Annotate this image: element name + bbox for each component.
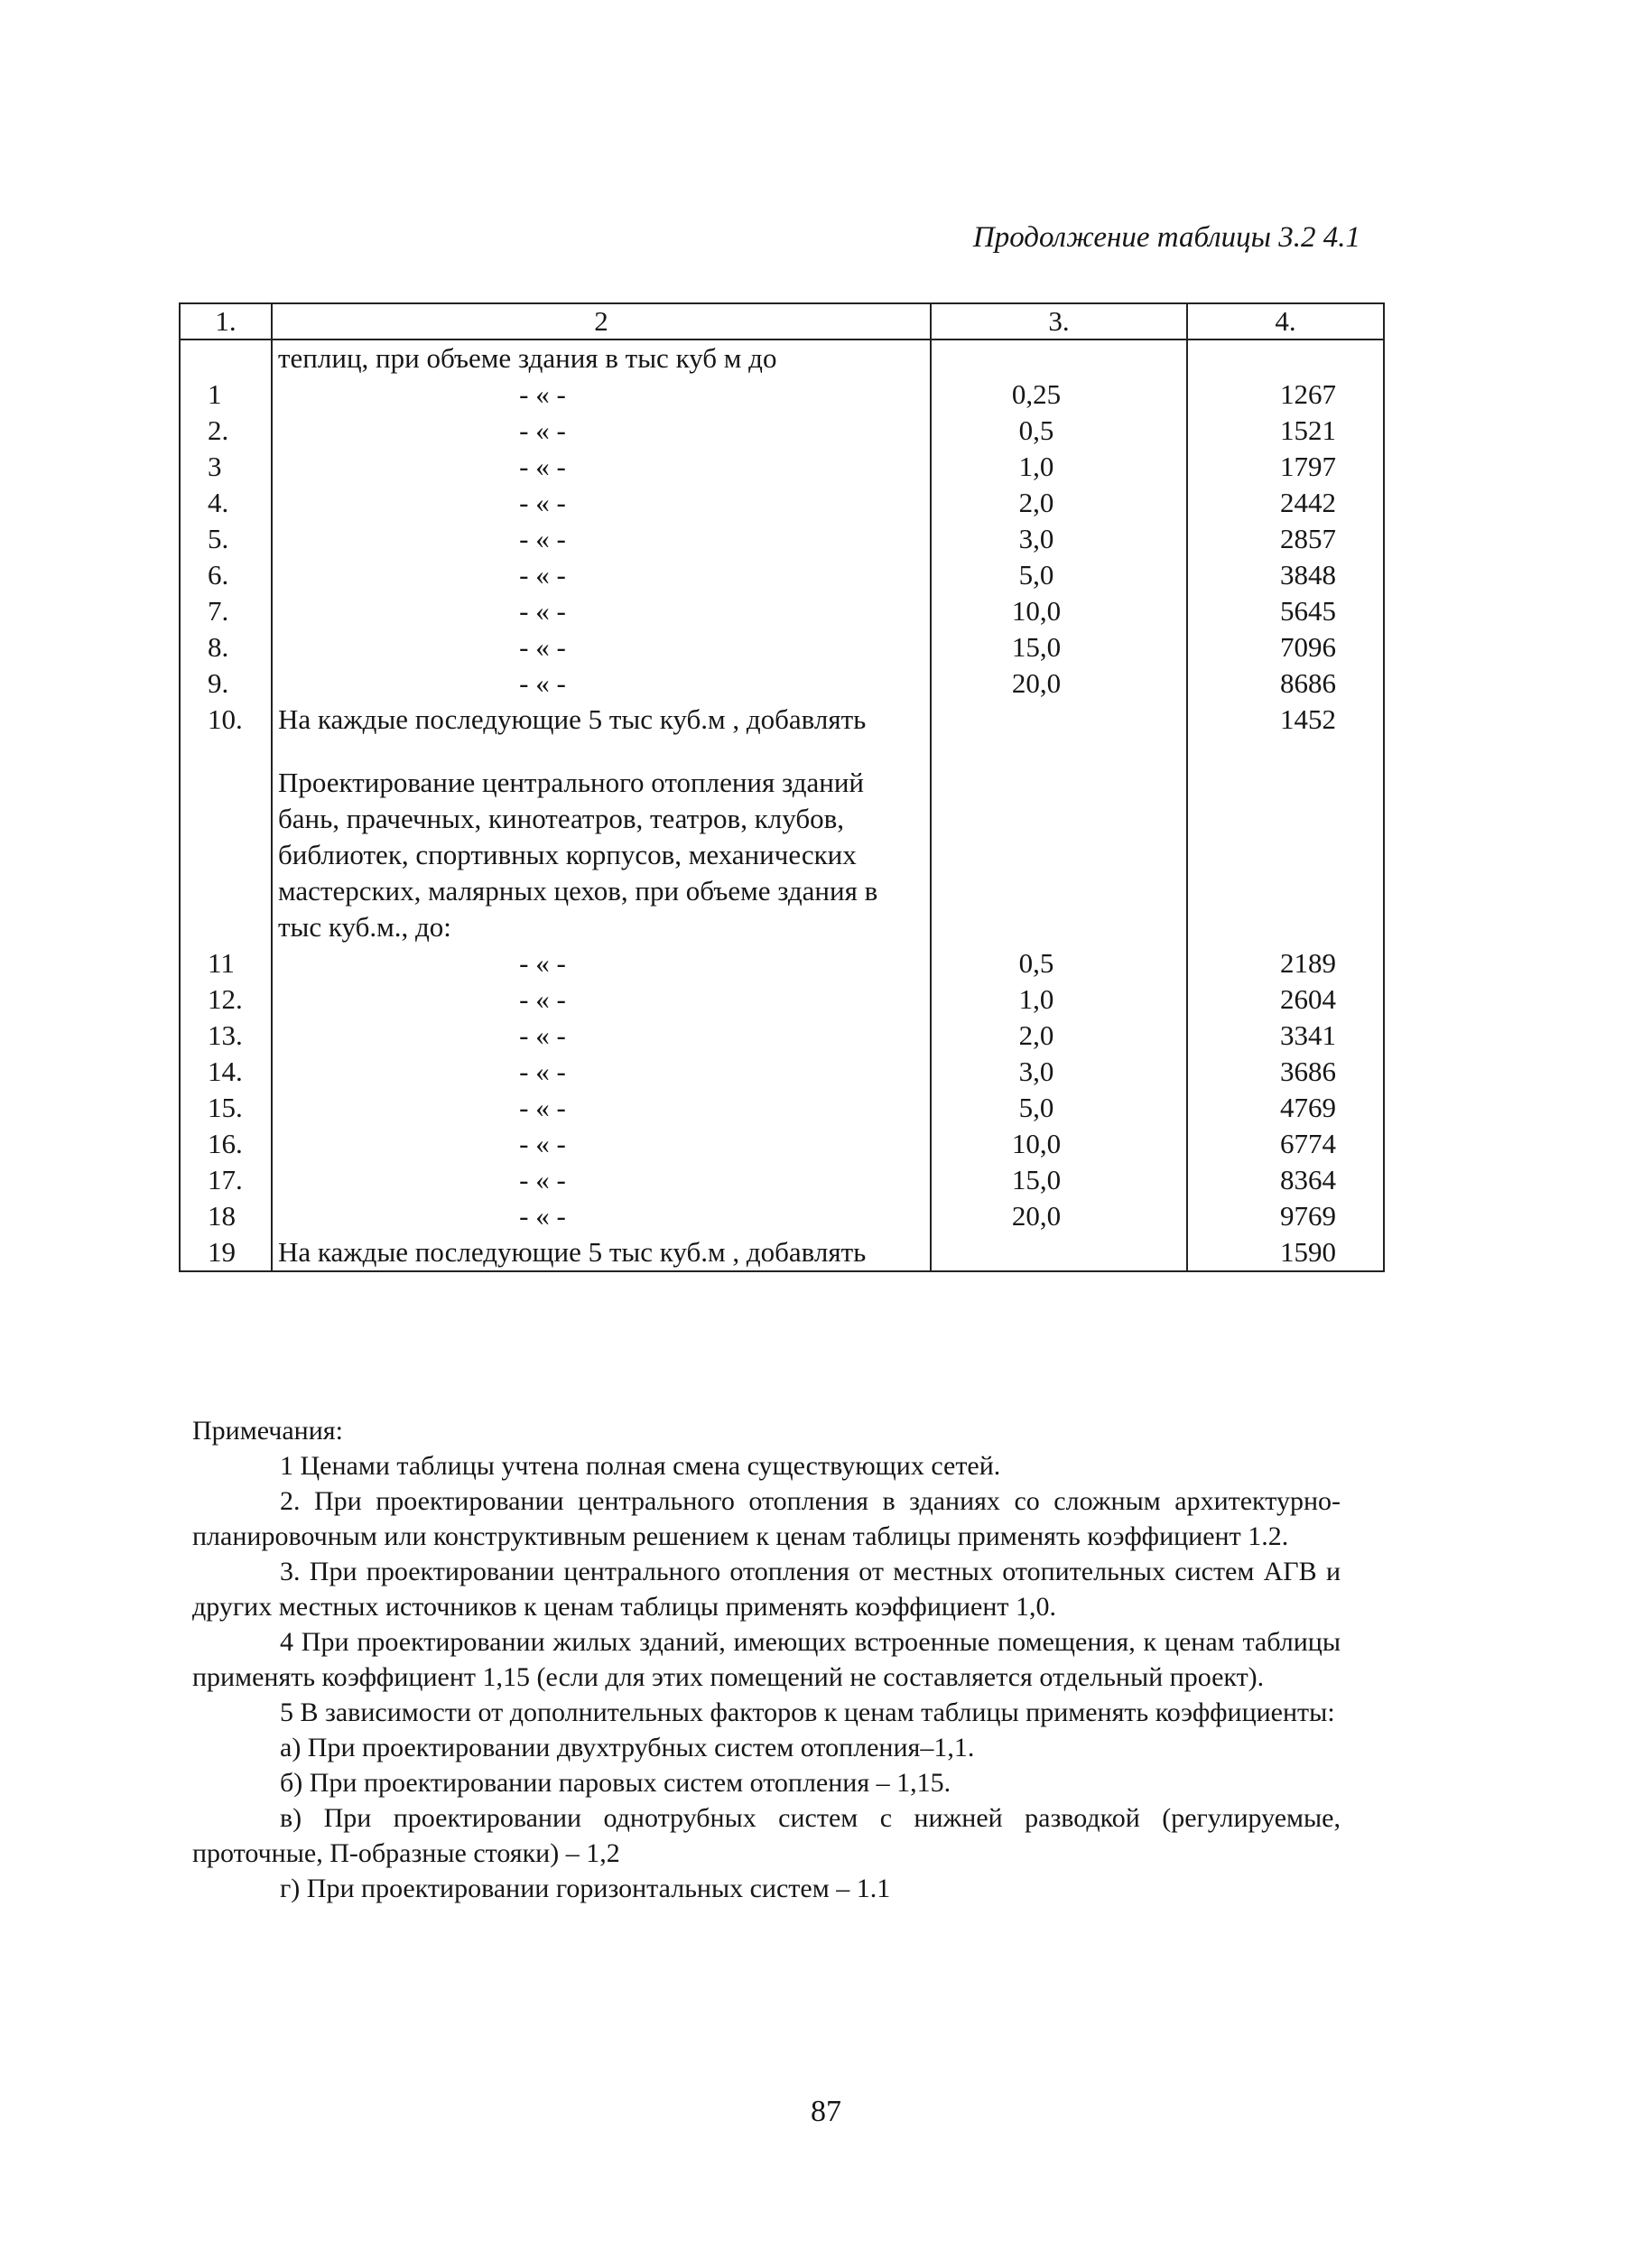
row-number bbox=[180, 665, 272, 702]
table-row-additional bbox=[180, 702, 1384, 738]
row-price bbox=[1187, 1054, 1384, 1090]
row-number-text: 16. bbox=[208, 1128, 243, 1159]
row-number bbox=[180, 1198, 272, 1234]
row-price bbox=[1187, 629, 1384, 665]
table-row-additional bbox=[180, 1234, 1384, 1271]
row-description-text: - « - bbox=[519, 451, 566, 482]
row-volume-text: 2,0 bbox=[1018, 1019, 1054, 1051]
row-price bbox=[1187, 1162, 1384, 1198]
table-row bbox=[180, 981, 1384, 1018]
row-volume-text: 10,0 bbox=[1011, 1128, 1062, 1159]
row-price-text: 1521 bbox=[1280, 414, 1336, 446]
row-volume bbox=[931, 557, 1187, 593]
row-volume-text: 10,0 bbox=[1011, 595, 1062, 627]
row-number bbox=[180, 738, 272, 945]
row-number-text: 14. bbox=[208, 1056, 243, 1087]
row-description-text: - « - bbox=[519, 947, 566, 979]
table-row bbox=[180, 557, 1384, 593]
row-number bbox=[180, 629, 272, 665]
row-description-text: - « - bbox=[519, 559, 566, 591]
table-row bbox=[180, 1162, 1384, 1198]
header-col-3: 3. bbox=[931, 303, 1187, 339]
row-number-text: 1 bbox=[208, 378, 222, 410]
table-row bbox=[180, 413, 1384, 449]
note-item: 2. При проектировании центрального отопления в зданиях со сложным архитектурно-планировочным или конструктивным решением к ценам таблицы применять коэффициент 1.2. bbox=[192, 1486, 1341, 1551]
row-number-text: 8. bbox=[208, 631, 229, 663]
row-number-text: 2. bbox=[208, 414, 229, 446]
row-description-text: - « - bbox=[519, 1164, 566, 1195]
row-price bbox=[1187, 945, 1384, 981]
row-volume-text: 0,25 bbox=[1011, 378, 1062, 410]
table-intro-row bbox=[180, 738, 1384, 945]
row-number bbox=[180, 1090, 272, 1126]
row-price-text: 7096 bbox=[1280, 631, 1336, 663]
row-description-text: - « - bbox=[519, 414, 566, 446]
row-volume bbox=[931, 1198, 1187, 1234]
row-number bbox=[180, 945, 272, 981]
note-item: 4 При проектировании жилых зданий, имеющих встроенные помещения, к ценам таблицы применять коэффициент 1,15 (если для этих помещений не составляется отдельный проект). bbox=[192, 1627, 1341, 1692]
notes-section bbox=[192, 1413, 1341, 1906]
note-item: 5 В зависимости от дополнительных факторов к ценам таблицы применять коэффициенты: bbox=[280, 1697, 1335, 1727]
row-number bbox=[180, 593, 272, 629]
row-price bbox=[1187, 1018, 1384, 1054]
row-description bbox=[272, 485, 931, 521]
row-volume bbox=[931, 593, 1187, 629]
row-volume-text: 5,0 bbox=[1018, 559, 1054, 591]
row-description-text: - « - bbox=[519, 1128, 566, 1159]
header-col-2: 2 bbox=[272, 303, 931, 339]
row-description-text: - « - bbox=[519, 631, 566, 663]
row-number bbox=[180, 1234, 272, 1271]
row-number-text: 10. bbox=[208, 703, 243, 735]
note-item: в) При проектировании однотрубных систем с нижней разводкой (регулируемые, проточные, П-образные стояки) – 1,2 bbox=[192, 1803, 1341, 1868]
row-volume bbox=[931, 485, 1187, 521]
row-description-text: - « - bbox=[519, 378, 566, 410]
note-item: б) При проектировании паровых систем отопления – 1,15. bbox=[280, 1768, 951, 1798]
row-volume-text: 20,0 bbox=[1011, 667, 1062, 699]
row-price bbox=[1187, 521, 1384, 557]
row-price-text: 2442 bbox=[1280, 487, 1336, 518]
row-number bbox=[180, 521, 272, 557]
row-description bbox=[272, 981, 931, 1018]
note-item: а) При проектировании двухтрубных систем отопления–1,1. bbox=[280, 1733, 975, 1762]
row-number bbox=[180, 1162, 272, 1198]
row-number-text: 17. bbox=[208, 1164, 243, 1195]
row-number-text: 6. bbox=[208, 559, 229, 591]
table-caption: Продолжение таблицы 3.2 4.1 bbox=[972, 221, 1360, 254]
row-description bbox=[272, 1126, 931, 1162]
row-volume bbox=[931, 449, 1187, 485]
row-number bbox=[180, 557, 272, 593]
row-number-text: 11 bbox=[208, 947, 235, 979]
header-col-1: 1. bbox=[180, 303, 272, 339]
row-volume bbox=[931, 1162, 1187, 1198]
row-number-text: 19 bbox=[208, 1236, 236, 1268]
row-volume bbox=[931, 377, 1187, 413]
row-number bbox=[180, 1054, 272, 1090]
row-number bbox=[180, 981, 272, 1018]
row-volume bbox=[931, 665, 1187, 702]
table-row bbox=[180, 665, 1384, 702]
row-description bbox=[272, 557, 931, 593]
row-volume bbox=[931, 413, 1187, 449]
row-description bbox=[272, 1090, 931, 1126]
intro-text-1: теплиц, при объеме здания в тыс куб м до bbox=[272, 339, 931, 377]
row-number-text: 15. bbox=[208, 1092, 243, 1123]
row-number-text: 18 bbox=[208, 1200, 236, 1232]
row-volume-text: 3,0 bbox=[1018, 1056, 1054, 1087]
row-price-text: 9769 bbox=[1280, 1200, 1336, 1232]
row-price-text: 6774 bbox=[1280, 1128, 1336, 1159]
row-description bbox=[272, 629, 931, 665]
row-volume-text: 3,0 bbox=[1018, 523, 1054, 554]
row-number-text: 7. bbox=[208, 595, 229, 627]
row-description bbox=[272, 1162, 931, 1198]
row-price bbox=[1187, 485, 1384, 521]
row-volume bbox=[931, 1126, 1187, 1162]
row-price bbox=[1187, 1126, 1384, 1162]
row-description-text: - « - bbox=[519, 983, 566, 1015]
row-price-text: 5645 bbox=[1280, 595, 1336, 627]
row-price-text: 1797 bbox=[1280, 451, 1336, 482]
table-row bbox=[180, 1198, 1384, 1234]
table-row bbox=[180, 593, 1384, 629]
row-volume-text: 0,5 bbox=[1018, 947, 1054, 979]
table-row bbox=[180, 449, 1384, 485]
row-number bbox=[180, 413, 272, 449]
row-price bbox=[1187, 738, 1384, 945]
row-description bbox=[272, 377, 931, 413]
row-volume-text: 0,5 bbox=[1018, 414, 1054, 446]
row-price-text: 2189 bbox=[1280, 947, 1336, 979]
row-number-text: 5. bbox=[208, 523, 229, 554]
table-row bbox=[180, 1054, 1384, 1090]
row-number-text: 3 bbox=[208, 451, 222, 482]
intro-text-2 bbox=[272, 738, 931, 945]
row-number-text: 12. bbox=[208, 983, 243, 1015]
row-description-text: - « - bbox=[519, 1092, 566, 1123]
row-price-text: 1452 bbox=[1280, 703, 1336, 735]
row-description bbox=[272, 702, 931, 738]
row-volume bbox=[931, 945, 1187, 981]
row-price-text: 3341 bbox=[1280, 1019, 1336, 1051]
row-volume-text: 1,0 bbox=[1018, 983, 1054, 1015]
row-price bbox=[1187, 593, 1384, 629]
row-price bbox=[1187, 702, 1384, 738]
row-description bbox=[272, 1018, 931, 1054]
row-volume bbox=[931, 702, 1187, 738]
row-price bbox=[1187, 665, 1384, 702]
row-price-text: 3686 bbox=[1280, 1056, 1336, 1087]
row-volume-text: 5,0 bbox=[1018, 1092, 1054, 1123]
row-number bbox=[180, 485, 272, 521]
row-price-text: 1267 bbox=[1280, 378, 1336, 410]
row-volume bbox=[931, 521, 1187, 557]
row-volume-text: 15,0 bbox=[1011, 631, 1062, 663]
row-price-text: 8364 bbox=[1280, 1164, 1336, 1195]
row-number bbox=[180, 449, 272, 485]
price-table bbox=[179, 302, 1385, 1272]
row-number-text: 4. bbox=[208, 487, 229, 518]
note-item: 3. При проектировании центрального отопления от местных отопительных систем АГВ и других местных источников к ценам таблицы применять коэффициент 1,0. bbox=[192, 1557, 1341, 1622]
row-description-text: На каждые последующие 5 тыс куб.м , добавлять bbox=[278, 1236, 867, 1268]
row-number bbox=[180, 377, 272, 413]
row-description bbox=[272, 449, 931, 485]
row-price-text: 1590 bbox=[1280, 1236, 1336, 1268]
row-description bbox=[272, 413, 931, 449]
row-description-text: - « - bbox=[519, 1056, 566, 1087]
row-volume-text: 20,0 bbox=[1011, 1200, 1062, 1232]
table-row bbox=[180, 485, 1384, 521]
table-header-row bbox=[180, 303, 1384, 339]
notes-title: Примечания: bbox=[192, 1416, 343, 1446]
row-description-text: - « - bbox=[519, 523, 566, 554]
row-volume-text: 15,0 bbox=[1011, 1164, 1062, 1195]
row-volume bbox=[931, 981, 1187, 1018]
row-description bbox=[272, 1054, 931, 1090]
row-number bbox=[180, 702, 272, 738]
row-price-text: 4769 bbox=[1280, 1092, 1336, 1123]
table-row bbox=[180, 629, 1384, 665]
row-volume bbox=[931, 1054, 1187, 1090]
row-volume bbox=[931, 1018, 1187, 1054]
table-row bbox=[180, 377, 1384, 413]
row-price-text: 2857 bbox=[1280, 523, 1336, 554]
row-description-text: - « - bbox=[519, 1019, 566, 1051]
row-price-text: 2604 bbox=[1280, 983, 1336, 1015]
row-price bbox=[1187, 1090, 1384, 1126]
row-volume bbox=[931, 629, 1187, 665]
row-description bbox=[272, 521, 931, 557]
row-price bbox=[1187, 557, 1384, 593]
row-number bbox=[180, 1018, 272, 1054]
note-item: 1 Ценами таблицы учтена полная смена существующих сетей. bbox=[280, 1451, 1001, 1481]
row-volume bbox=[931, 1234, 1187, 1271]
row-description bbox=[272, 1198, 931, 1234]
row-number-text: 13. bbox=[208, 1019, 243, 1051]
row-description bbox=[272, 665, 931, 702]
row-description bbox=[272, 593, 931, 629]
row-volume-text: 2,0 bbox=[1018, 487, 1054, 518]
row-number bbox=[180, 1126, 272, 1162]
row-description-text: На каждые последующие 5 тыс куб.м , добавлять bbox=[278, 703, 867, 735]
row-price bbox=[1187, 377, 1384, 413]
row-price bbox=[1187, 1234, 1384, 1271]
row-description bbox=[272, 945, 931, 981]
row-volume bbox=[931, 738, 1187, 945]
page-number: 87 bbox=[811, 2095, 841, 2128]
row-price bbox=[1187, 1198, 1384, 1234]
table-row bbox=[180, 1090, 1384, 1126]
row-price bbox=[1187, 981, 1384, 1018]
row-volume bbox=[931, 1090, 1187, 1126]
row-description-text: - « - bbox=[519, 1200, 566, 1232]
row-description-text: - « - bbox=[519, 595, 566, 627]
row-price-text: 3848 bbox=[1280, 559, 1336, 591]
note-item: г) При проектировании горизонтальных систем – 1.1 bbox=[280, 1874, 891, 1903]
row-price bbox=[1187, 413, 1384, 449]
row-number-text: 9. bbox=[208, 667, 229, 699]
table-intro-row bbox=[180, 339, 1384, 377]
intro-text-2-text: Проектирование центрального отопления зданий бань, прачечных, кинотеатров, театров, клубов, библиотек, спортивных корпусов, механических мастерских, малярных цехов, при объеме здания в тыс куб.м., до: bbox=[278, 767, 878, 943]
row-price bbox=[1187, 449, 1384, 485]
table-row bbox=[180, 1018, 1384, 1054]
table-row bbox=[180, 521, 1384, 557]
row-price-text: 8686 bbox=[1280, 667, 1336, 699]
row-volume-text: 1,0 bbox=[1018, 451, 1054, 482]
table-row bbox=[180, 1126, 1384, 1162]
row-description bbox=[272, 1234, 931, 1271]
row-description-text: - « - bbox=[519, 667, 566, 699]
row-description-text: - « - bbox=[519, 487, 566, 518]
table-row bbox=[180, 945, 1384, 981]
header-col-4: 4. bbox=[1187, 303, 1384, 339]
